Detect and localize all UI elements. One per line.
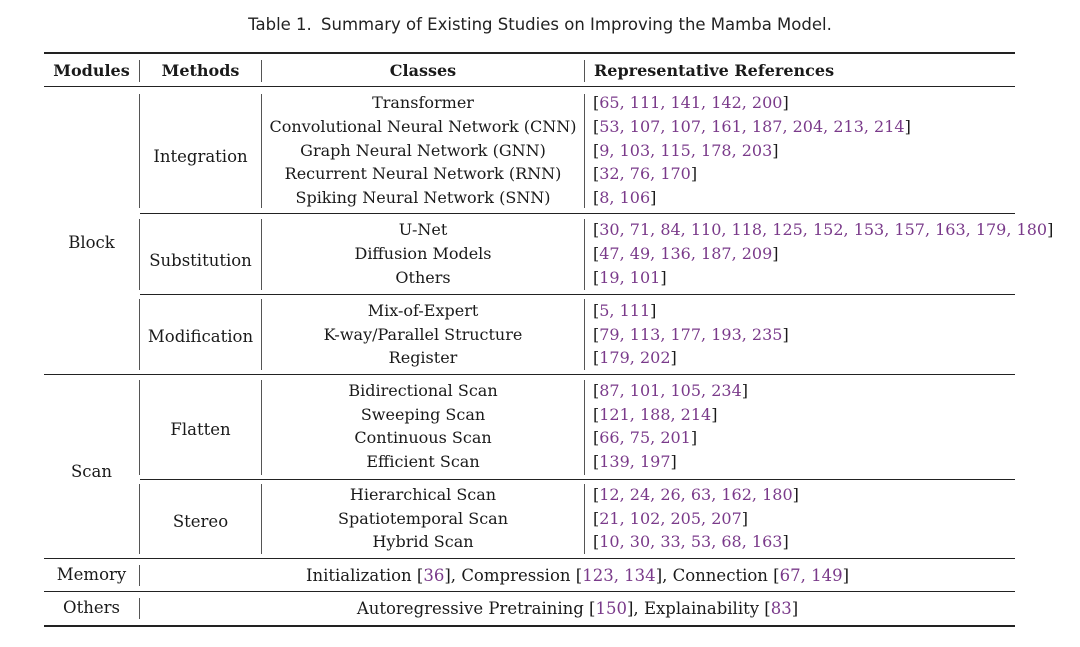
refs-rnn: [32, 76, 170] xyxy=(593,164,698,183)
class-gnn: Graph Neural Network (GNN) xyxy=(300,141,546,160)
refs-others-block: [19, 101] xyxy=(593,268,667,287)
refs-register: [179, 202] xyxy=(593,348,677,367)
module-memory: Memory xyxy=(56,565,127,584)
class-unet: U-Net xyxy=(398,220,448,239)
rule-substitution-modification xyxy=(140,294,1015,295)
refs-diffusion: [47, 49, 136, 187, 209] xyxy=(593,244,779,263)
refs-transformer-values[interactable]: 65, 111, 141, 142, 200 xyxy=(599,93,783,112)
method-flatten: Flatten xyxy=(170,420,231,439)
refs-efficient-values[interactable]: 139, 197 xyxy=(599,452,671,471)
memory-refs-initialization[interactable]: 36 xyxy=(423,566,445,585)
memory-refs-compression[interactable]: 123, 134 xyxy=(582,566,656,585)
method-stereo: Stereo xyxy=(172,512,229,531)
header-rule xyxy=(44,86,1015,87)
memory-item-connection: Connection xyxy=(672,566,768,585)
refs-cnn-values[interactable]: 53, 107, 107, 161, 187, 204, 213, 214 xyxy=(599,117,905,136)
caption-label: Table 1. xyxy=(248,15,312,34)
refs-continuous-values[interactable]: 66, 75, 201 xyxy=(599,428,691,447)
method-integration: Integration xyxy=(153,147,248,166)
refs-continuous: [66, 75, 201] xyxy=(593,428,698,447)
refs-hybrid: [10, 30, 33, 53, 68, 163] xyxy=(593,532,789,551)
refs-diffusion-values[interactable]: 47, 49, 136, 187, 209 xyxy=(599,244,773,263)
refs-sweeping: [121, 188, 214] xyxy=(593,405,718,424)
memory-item-initialization: Initialization xyxy=(305,566,412,585)
others-item-explainability: Explainability xyxy=(643,599,760,618)
top-rule xyxy=(44,52,1015,54)
header-classes: Classes xyxy=(389,61,457,80)
refs-spatiotemporal-values[interactable]: 21, 102, 205, 207 xyxy=(599,509,742,528)
refs-hierarchical: [12, 24, 26, 63, 162, 180] xyxy=(593,485,799,504)
class-hierarchical: Hierarchical Scan xyxy=(349,485,497,504)
header-references: Representative References xyxy=(594,61,835,80)
bottom-rule xyxy=(44,625,1015,627)
class-kway: K-way/Parallel Structure xyxy=(323,325,523,344)
refs-others-block-values[interactable]: 19, 101 xyxy=(599,268,661,287)
divider-modification-3 xyxy=(584,299,585,370)
header-methods: Methods xyxy=(161,61,240,80)
refs-register-values[interactable]: 179, 202 xyxy=(599,348,671,367)
refs-sweeping-values[interactable]: 121, 188, 214 xyxy=(599,405,712,424)
module-scan: Scan xyxy=(70,462,112,481)
module-others: Others xyxy=(63,598,120,617)
divider-substitution-3 xyxy=(584,219,585,290)
refs-gnn: [9, 103, 115, 178, 203] xyxy=(593,141,779,160)
rule-flatten-stereo xyxy=(140,479,1015,480)
divider-stereo-3 xyxy=(584,484,585,554)
method-modification: Modification xyxy=(147,327,254,346)
class-continuous: Continuous Scan xyxy=(354,428,492,447)
class-bidirectional: Bidirectional Scan xyxy=(348,381,498,400)
refs-unet: [30, 71, 84, 110, 118, 125, 152, 153, 157, 163, 179, 180] xyxy=(593,220,1054,239)
rule-memory-others xyxy=(44,591,1015,592)
refs-snn-values[interactable]: 8, 106 xyxy=(599,188,651,207)
method-substitution: Substitution xyxy=(149,251,252,270)
others-refs-autoregressive[interactable]: 150 xyxy=(595,599,627,618)
class-hybrid: Hybrid Scan xyxy=(372,532,474,551)
memory-refs-connection[interactable]: 67, 149 xyxy=(779,566,843,585)
class-cnn: Convolutional Neural Network (CNN) xyxy=(269,117,577,136)
header-modules: Modules xyxy=(53,61,130,80)
others-item-autoregressive: Autoregressive Pretraining xyxy=(356,599,584,618)
class-moe: Mix-of-Expert xyxy=(367,301,479,320)
refs-efficient: [139, 197] xyxy=(593,452,677,471)
refs-snn: [8, 106] xyxy=(593,188,657,207)
class-register: Register xyxy=(388,348,458,367)
refs-rnn-values[interactable]: 32, 76, 170 xyxy=(599,164,691,183)
divider-flatten-3 xyxy=(584,380,585,475)
rule-scan-memory xyxy=(44,558,1015,559)
refs-kway-values[interactable]: 79, 113, 177, 193, 235 xyxy=(599,325,783,344)
refs-moe: [5, 111] xyxy=(593,301,657,320)
class-sweeping: Sweeping Scan xyxy=(360,405,486,424)
refs-bidirectional-values[interactable]: 87, 101, 105, 234 xyxy=(599,381,742,400)
class-spatiotemporal: Spatiotemporal Scan xyxy=(337,509,509,528)
refs-moe-values[interactable]: 5, 111 xyxy=(599,301,651,320)
class-snn: Spiking Neural Network (SNN) xyxy=(295,188,551,207)
class-diffusion: Diffusion Models xyxy=(354,244,492,263)
divider-integration-3 xyxy=(584,94,585,208)
refs-bidirectional: [87, 101, 105, 234] xyxy=(593,381,748,400)
refs-unet-values[interactable]: 30, 71, 84, 110, 118, 125, 152, 153, 157, 163, 179, 180 xyxy=(599,220,1048,239)
others-refs-explainability[interactable]: 83 xyxy=(770,599,792,618)
module-block: Block xyxy=(68,233,115,252)
memory-line: Initialization [36], Compression [123, 134], Connection [67, 149] xyxy=(305,566,850,585)
others-line: Autoregressive Pretraining [150], Explainability [83] xyxy=(356,599,799,618)
caption-text: Summary of Existing Studies on Improving the Mamba Model. xyxy=(321,15,832,34)
refs-hierarchical-values[interactable]: 12, 24, 26, 63, 162, 180 xyxy=(599,485,793,504)
refs-spatiotemporal: [21, 102, 205, 207] xyxy=(593,509,748,528)
refs-kway: [79, 113, 177, 193, 235] xyxy=(593,325,789,344)
refs-gnn-values[interactable]: 9, 103, 115, 178, 203 xyxy=(599,141,773,160)
table-caption xyxy=(0,15,1080,34)
header-divider-3 xyxy=(584,60,585,82)
rule-block-scan xyxy=(44,374,1015,375)
refs-transformer: [65, 111, 141, 142, 200] xyxy=(593,93,789,112)
memory-item-compression: Compression xyxy=(461,566,571,585)
class-efficient: Efficient Scan xyxy=(366,452,480,471)
refs-hybrid-values[interactable]: 10, 30, 33, 53, 68, 163 xyxy=(599,532,783,551)
class-transformer: Transformer xyxy=(372,93,474,112)
class-rnn: Recurrent Neural Network (RNN) xyxy=(284,164,562,183)
class-others-block: Others xyxy=(395,268,451,287)
refs-cnn: [53, 107, 107, 161, 187, 204, 213, 214] xyxy=(593,117,911,136)
rule-integration-substitution xyxy=(140,213,1015,214)
